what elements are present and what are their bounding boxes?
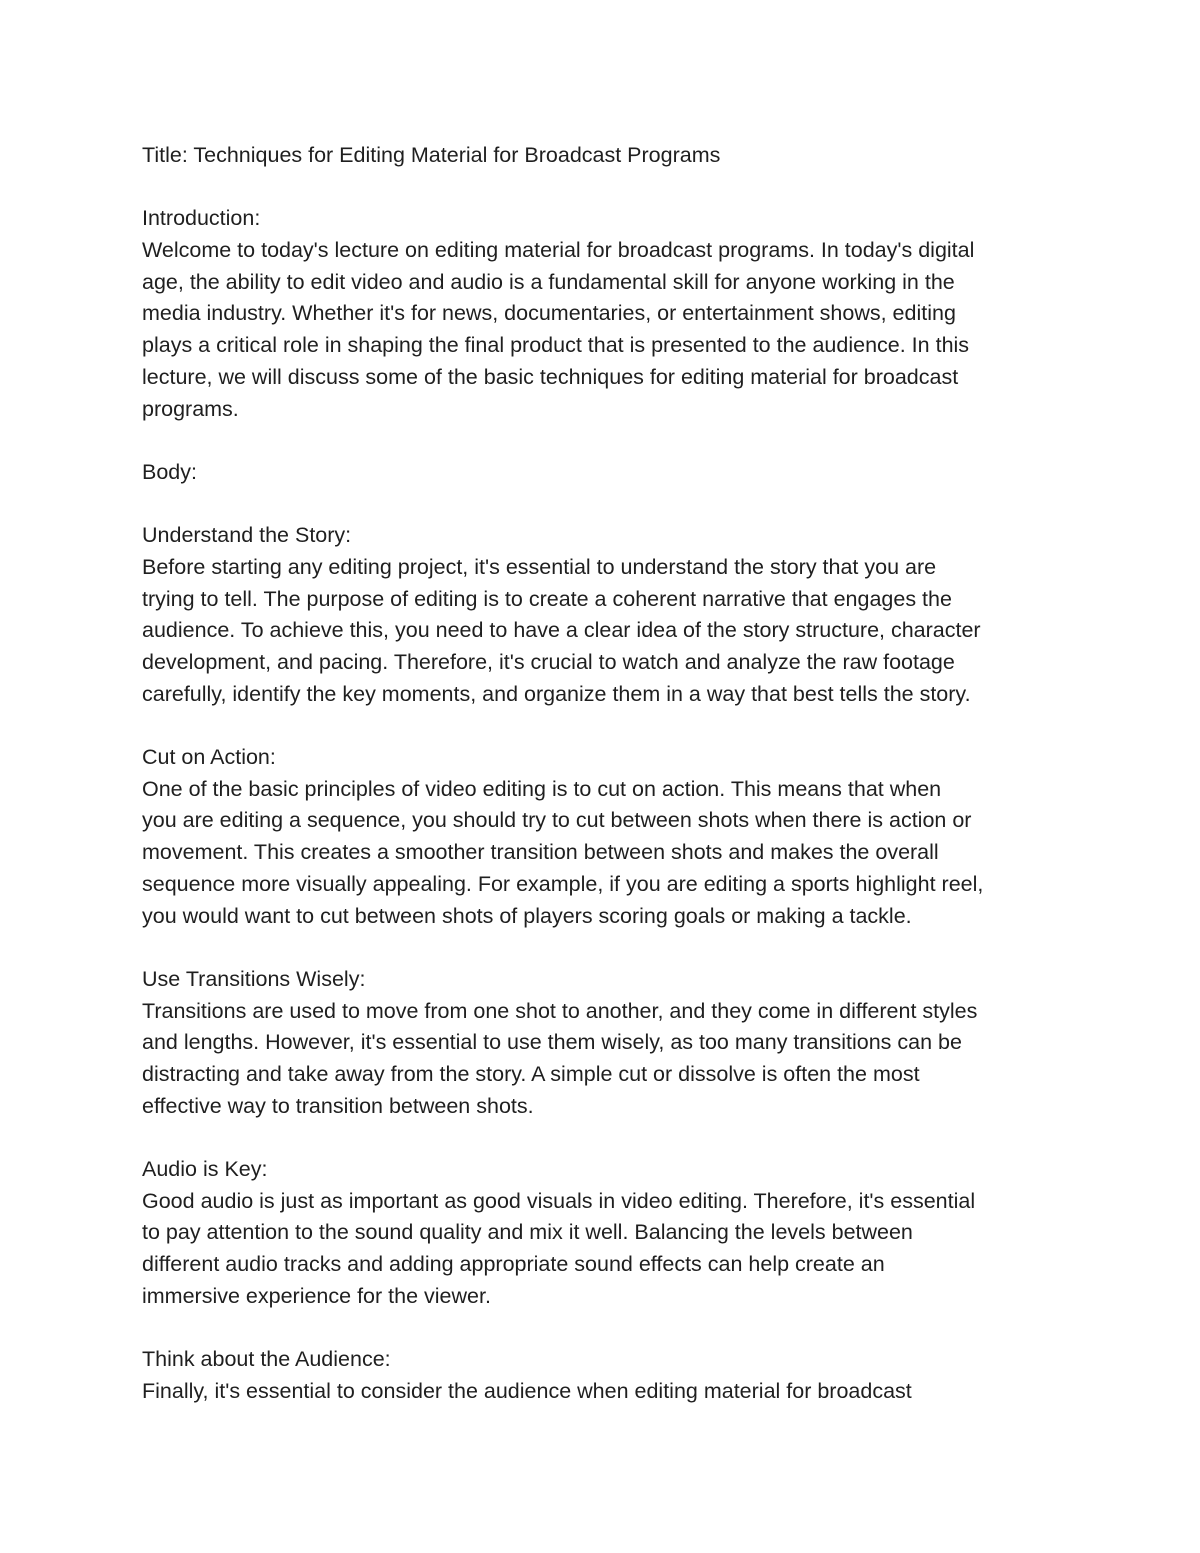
document-body [142, 140, 1102, 1408]
paragraph-line: audience. To achieve this, you need to have a clear idea of the story structure, character [142, 618, 981, 643]
paragraph-line: Finally, it's essential to consider the audience when editing material for broadcast [142, 1378, 912, 1403]
paragraph-line: different audio tracks and adding appropriate sound effects can help create an [142, 1252, 885, 1277]
section-paragraph [142, 1186, 1102, 1313]
paragraph-line: you would want to cut between shots of players scoring goals or making a tackle. [142, 903, 912, 928]
paragraph-line: plays a critical role in shaping the final product that is presented to the audience. In this [142, 333, 970, 358]
paragraph-line: age, the ability to edit video and audio is a fundamental skill for anyone working in the [142, 269, 955, 294]
introduction-heading: Introduction: [142, 206, 261, 231]
paragraph-line: sequence more visually appealing. For example, if you are editing a sports highlight reel, [142, 871, 984, 896]
paragraph-line: development, and pacing. Therefore, it's crucial to watch and analyze the raw footage [142, 650, 955, 674]
paragraph-line: carefully, identify the key moments, and organize them in a way that best tells the story. [142, 681, 971, 706]
body-heading: Body: [142, 459, 197, 484]
spacer [142, 932, 1102, 964]
paragraph-line: trying to tell. The purpose of editing is to create a coherent narrative that engages the [142, 586, 952, 611]
section-paragraph [142, 996, 1102, 1123]
section-heading: Understand the Story: [142, 523, 352, 548]
paragraph-line: Transitions are used to move from one shot to another, and they come in different styles [142, 998, 978, 1023]
section-heading: Use Transitions Wisely: [142, 966, 366, 991]
section-paragraph [142, 774, 1102, 932]
paragraph-line: distracting and take away from the story. A simple cut or dissolve is often the most [142, 1061, 920, 1086]
paragraph-line: programs. [142, 396, 239, 421]
paragraph-line: and lengths. However, it's essential to use them wisely, as too many transitions can be [142, 1030, 962, 1055]
section-heading: Think about the Audience: [142, 1347, 391, 1372]
spacer [142, 710, 1102, 742]
paragraph-line: lecture, we will discuss some of the basic techniques for editing material for broadcast [142, 364, 959, 389]
document-title: Title: Techniques for Editing Material for Broadcast Programs [142, 143, 721, 167]
paragraph-line: movement. This creates a smoother transition between shots and makes the overall [142, 840, 939, 865]
paragraph-line: to pay attention to the sound quality and mix it well. Balancing the levels between [142, 1220, 913, 1245]
paragraph-line: immersive experience for the viewer. [142, 1283, 491, 1308]
section-heading: Cut on Action: [142, 745, 276, 770]
section-paragraph [142, 1376, 1102, 1408]
introduction-paragraph [142, 235, 1102, 425]
spacer [142, 489, 1102, 521]
paragraph-line: Good audio is just as important as good visuals in video editing. Therefore, it's essential [142, 1188, 976, 1213]
spacer [142, 1122, 1102, 1154]
paragraph-line: media industry. Whether it's for news, documentaries, or entertainment shows, editing [142, 301, 956, 326]
paragraph-line: Welcome to today's lecture on editing material for broadcast programs. In today's digital [142, 238, 975, 263]
paragraph-line: Before starting any editing project, it's essential to understand the story that you are [142, 554, 937, 579]
spacer [142, 1312, 1102, 1344]
spacer [142, 172, 1102, 204]
spacer [142, 425, 1102, 457]
section-paragraph [142, 552, 1102, 710]
paragraph-line: you are editing a sequence, you should try to cut between shots when there is action or [142, 808, 972, 833]
paragraph-line: One of the basic principles of video editing is to cut on action. This means that when [142, 776, 942, 801]
paragraph-line: effective way to transition between shots. [142, 1093, 534, 1118]
section-heading: Audio is Key: [142, 1157, 268, 1181]
